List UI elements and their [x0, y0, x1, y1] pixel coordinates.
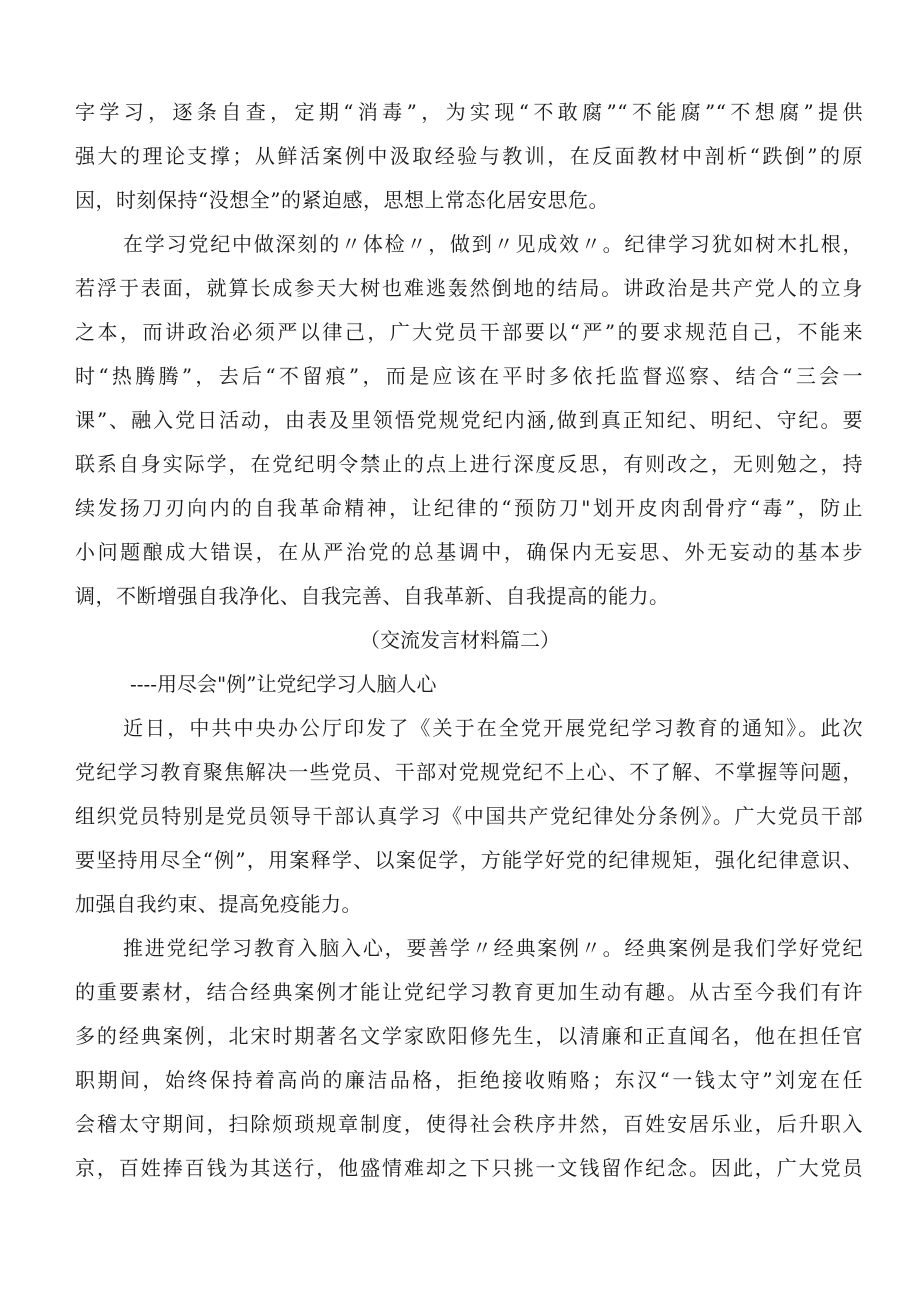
paragraph-line: 小问题酿成大错误，在从严治党的总基调中，确保内无妄思、外无妄动的基本步 [75, 540, 863, 564]
paragraph-line: 推进党纪学习教育入脑入心，要善学〃经典案例〃。经典案例是我们学好党纪 [123, 936, 863, 960]
paragraph-line: 会稽太守期间，扫除烦琐规章制度，使得社会秩序井然，百姓安居乐业，后升职入 [75, 1112, 863, 1136]
section-subtitle: ----用尽会"例”让党纪学习人脑人心 [130, 672, 437, 696]
section-heading: （交流发言材料篇二） [360, 628, 560, 652]
paragraph-line: 党纪学习教育聚焦解决一些党员、干部对党规党纪不上心、不了解、不掌握等问题， [75, 760, 863, 784]
paragraph-line: 组织党员特别是党员领导干部认真学习《中国共产党纪律处分条例》。广大党员干部 [75, 804, 863, 828]
paragraph-line: 若浮于表面，就算长成参天大树也难逃轰然倒地的结局。讲政治是共产党人的立身 [75, 276, 863, 300]
paragraph-line: 京，百姓捧百钱为其送行，他盛情难却之下只挑一文钱留作纪念。因此，广大党员 [75, 1156, 863, 1180]
paragraph-line: 调，不断增强自我净化、自我完善、自我革新、自我提高的能力。 [75, 584, 670, 608]
paragraph-line: 续发扬刀刃向内的自我革命精神，让纪律的“预防刀"划开皮肉刮骨疗“毒”，防止 [75, 496, 863, 520]
paragraph-line: 要坚持用尽全“例”，用案释学、以案促学，方能学好党的纪律规矩，强化纪律意识、 [75, 848, 863, 872]
paragraph-line: 因，时刻保持“没想全”的紧迫感，思想上常态化居安思危。 [75, 188, 609, 212]
paragraph-line: 近日，中共中央办公厅印发了《关于在全党开展党纪学习教育的通知》。此次 [123, 716, 863, 740]
paragraph-line: 课”、融入党日活动，由表及里领悟党规党纪内涵,做到真正知纪、明纪、守纪。要 [75, 408, 863, 432]
paragraph-line: 职期间，始终保持着高尚的廉洁品格，拒绝接收贿赂；东汉“一钱太守”刘宠在任 [75, 1068, 863, 1092]
paragraph-line: 时“热腾腾”，去后“不留痕”，而是应该在平时多依托监督巡察、结合“三会一 [75, 364, 863, 388]
paragraph-line: 强大的理论支撑；从鲜活案例中汲取经验与教训，在反面教材中剖析“跌倒”的原 [75, 144, 863, 168]
paragraph-line: 联系自身实际学，在党纪明令禁止的点上进行深度反思，有则改之，无则勉之，持 [75, 452, 863, 476]
paragraph-line: 之本，而讲政治必须严以律己，广大党员干部要以“严”的要求规范自己，不能来 [75, 320, 863, 344]
paragraph-line: 加强自我约束、提高免疫能力。 [75, 892, 362, 916]
paragraph-line: 的重要素材，结合经典案例才能让党纪学习教育更加生动有趣。从古至今我们有许 [75, 980, 863, 1004]
paragraph-line: 多的经典案例，北宋时期著名文学家欧阳修先生，以清廉和正直闻名，他在担任官 [75, 1024, 863, 1048]
paragraph-line: 字学习，逐条自查，定期“消毒”，为实现“不敢腐”“不能腐”“不想腐”提供 [75, 100, 863, 124]
paragraph-line: 在学习党纪中做深刻的〃体检〃，做到〃见成效〃。纪律学习犹如树木扎根， [123, 232, 863, 256]
